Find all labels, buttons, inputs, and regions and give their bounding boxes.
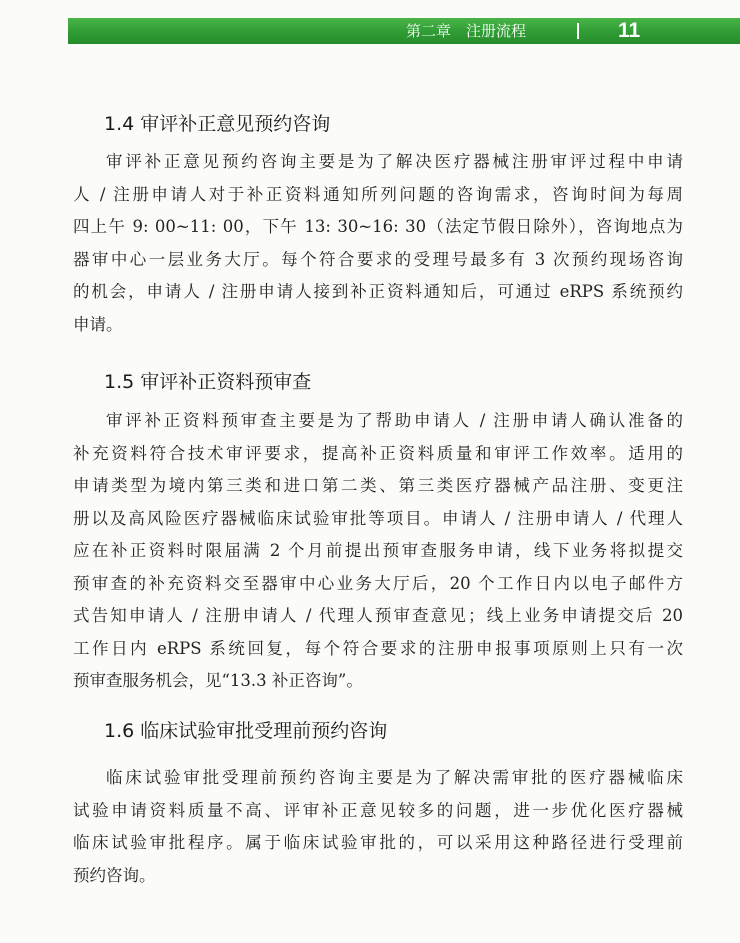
paragraph-line: 审评补正意见预约咨询主要是为了解决医疗器械注册审评过程中申请 xyxy=(106,152,683,171)
section-body-1-6 xyxy=(73,762,683,892)
paragraph-line: 预审查服务机会，见“13.3 补正咨询”。 xyxy=(73,671,363,690)
paragraph-line: 临床试验审批程序。属于临床试验审批的，可以采用这种路径进行受理前 xyxy=(73,833,683,852)
paragraph-line: 人 / 注册申请人对于补正资料通知所列问题的咨询需求，咨询时间为每周 xyxy=(73,184,683,204)
paragraph-line: 式告知申请人 / 注册申请人 / 代理人预审查意见；线上业务申请提交后 20 xyxy=(73,606,683,625)
section-body-1-4 xyxy=(73,146,683,341)
paragraph-line: 应在补正资料时限届满 2 个月前提出预审查服务申请，线下业务将拟提交 xyxy=(73,541,683,560)
paragraph-line: 器审中心一层业务大厅。每个符合要求的受理号最多有 3 次预约现场咨询 xyxy=(73,249,683,269)
paragraph-line: 试验申请资料质量不高、评审补正意见较多的问题，进一步优化医疗器械 xyxy=(73,800,683,820)
paragraph-line: 的机会，申请人 / 注册申请人接到补正资料通知后，可通过 eRPS 系统预约 xyxy=(73,282,683,301)
chapter-title: 第二章 注册流程 xyxy=(406,22,527,40)
paragraph-line: 预审查的补充资料交至器审中心业务大厅后，20 个工作日内以电子邮件方 xyxy=(73,573,683,593)
header-divider xyxy=(577,23,579,39)
paragraph-line: 工作日内 eRPS 系统回复，每个符合要求的注册申报事项原则上只有一次 xyxy=(73,638,683,658)
paragraph-line: 审评补正资料预审查主要是为了帮助申请人 / 注册申请人确认准备的 xyxy=(106,411,683,430)
paragraph-line: 申请。 xyxy=(73,314,123,334)
page-number: 11 xyxy=(618,19,641,42)
section-body-1-5 xyxy=(73,405,683,698)
paragraph-line: 补充资料符合技术审评要求，提高补正资料质量和审评工作效率。适用的 xyxy=(73,443,683,463)
paragraph-line: 申请类型为境内第三类和进口第二类、第三类医疗器械产品注册、变更注 xyxy=(73,476,683,495)
section-title-1-4: 1.4 审评补正意见预约咨询 xyxy=(104,113,331,135)
section-title-1-5: 1.5 审评补正资料预审查 xyxy=(104,371,312,393)
section-title-1-6: 1.6 临床试验审批受理前预约咨询 xyxy=(104,720,388,742)
paragraph-line: 预约咨询。 xyxy=(73,865,156,885)
paragraph-line: 临床试验审批受理前预约咨询主要是为了解决需审批的医疗器械临床 xyxy=(106,768,683,787)
chapter-header-bar xyxy=(68,18,740,44)
paragraph-line: 四上午 9: 00~11: 00，下午 13: 30~16: 30（法定节假日除外），咨询地点为 xyxy=(73,217,683,236)
paragraph-line: 册以及高风险医疗器械临床试验审批等项目。申请人 / 注册申请人 / 代理人 xyxy=(73,508,683,528)
